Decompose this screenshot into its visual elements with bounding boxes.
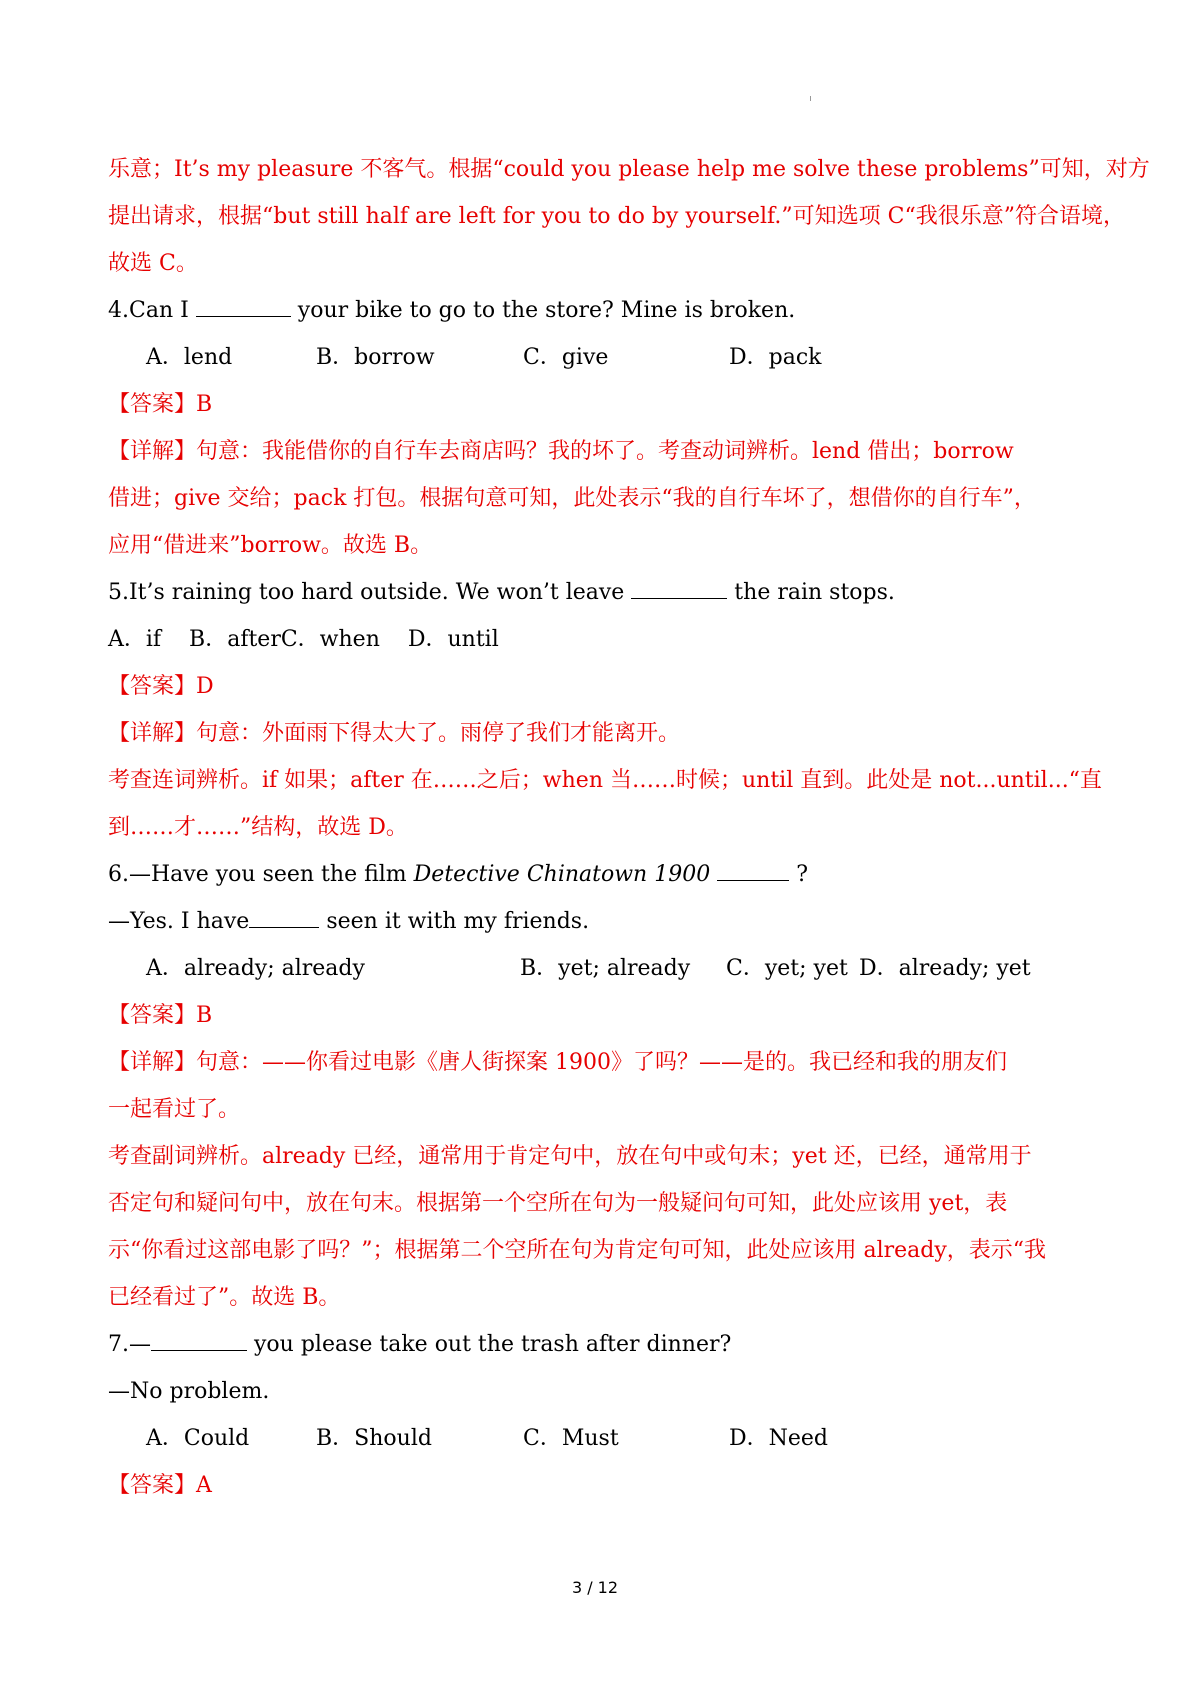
option-b: B．yet; already <box>520 956 691 981</box>
explanation-line: 应用“借进来”borrow。故选 B。 <box>108 533 433 558</box>
explanation-line: 乐意；It’s my pleasure 不客气。根据“could you please help me solve these problems”可知，对方 <box>108 157 1150 182</box>
explanation-line: 一起看过了。 <box>108 1097 241 1122</box>
option-a: A．Could <box>146 1426 250 1451</box>
answer-label: 【答案】B <box>108 392 213 417</box>
answer-blank <box>151 1332 247 1351</box>
question-5-options: A．if B．afterC．when D．until <box>108 627 499 652</box>
answer-blank <box>249 909 319 928</box>
explanation-line: 【详解】句意：外面雨下得太大了。雨停了我们才能离开。 <box>108 721 681 746</box>
question-7-reply: —No problem. <box>108 1379 270 1404</box>
option-d: D．Need <box>729 1426 829 1451</box>
option-a: A．lend <box>146 345 233 370</box>
answer-label: 【答案】B <box>108 1003 213 1028</box>
page-number: 3 / 12 <box>571 1578 619 1597</box>
answer-label: 【答案】D <box>108 674 214 699</box>
explanation-line: 考查连词辨析。if 如果；after 在……之后；when 当……时候；until 直到。此处是 not...until...“直 <box>108 768 1102 793</box>
question-6: 6.—Have you seen the film Detective Chinatown 1900 ? <box>108 862 809 887</box>
option-c: C．yet; yet <box>726 956 848 981</box>
question-4: 4.Can I your bike to go to the store? Mine is broken. <box>108 298 796 323</box>
explanation-line: 故选 C。 <box>108 251 198 276</box>
explanation-line: 借进；give 交给；pack 打包。根据句意可知，此处表示“我的自行车坏了，想借你的自行车”， <box>108 486 1036 511</box>
explanation-line: 提出请求，根据“but still half are left for you to do by yourself.”可知选项 C“我很乐意”符合语境， <box>108 204 1125 229</box>
question-4-options <box>108 334 1088 381</box>
option-c: C．give <box>523 345 609 370</box>
explanation-line: 示“你看过这部电影了吗？”；根据第二个空所在句为肯定句可知，此处应该用 already，表示“我 <box>108 1238 1047 1263</box>
question-6-options <box>108 945 1088 992</box>
explanation-line: 考查副词辨析。already 已经，通常用于肯定句中，放在句中或句末；yet 还，已经，通常用于 <box>108 1144 1032 1169</box>
question-5: 5.It’s raining too hard outside. We won’t leave the rain stops. <box>108 580 895 605</box>
option-b: B．Should <box>316 1426 432 1451</box>
page-content <box>108 146 1150 1509</box>
explanation-line: 【详解】句意：——你看过电影《唐人街探案 1900》了吗？——是的。我已经和我的朋友们 <box>108 1050 1007 1075</box>
answer-blank <box>717 862 789 881</box>
option-d: D．already; yet <box>859 956 1031 981</box>
question-7: 7.— you please take out the trash after dinner? <box>108 1332 732 1357</box>
explanation-line: 【详解】句意：我能借你的自行车去商店吗？我的坏了。考查动词辨析。lend 借出；borrow <box>108 439 1014 464</box>
explanation-line: 到……才……”结构，故选 D。 <box>108 815 408 840</box>
header-mark <box>810 96 811 101</box>
option-b: B．borrow <box>316 345 435 370</box>
option-c: C．Must <box>523 1426 619 1451</box>
question-6-reply: —Yes. I have seen it with my friends. <box>108 909 590 934</box>
question-7-options <box>108 1415 1088 1462</box>
answer-label: 【答案】A <box>108 1473 212 1498</box>
film-title: Detective Chinatown 1900 <box>413 862 711 887</box>
option-a: A．already; already <box>146 956 365 981</box>
answer-blank <box>196 298 291 317</box>
option-d: D．pack <box>729 345 822 370</box>
explanation-line: 否定句和疑问句中，放在句末。根据第一个空所在句为一般疑问句可知，此处应该用 yet，表 <box>108 1191 1008 1216</box>
explanation-line: 已经看过了”。故选 B。 <box>108 1285 341 1310</box>
answer-blank <box>631 580 727 599</box>
